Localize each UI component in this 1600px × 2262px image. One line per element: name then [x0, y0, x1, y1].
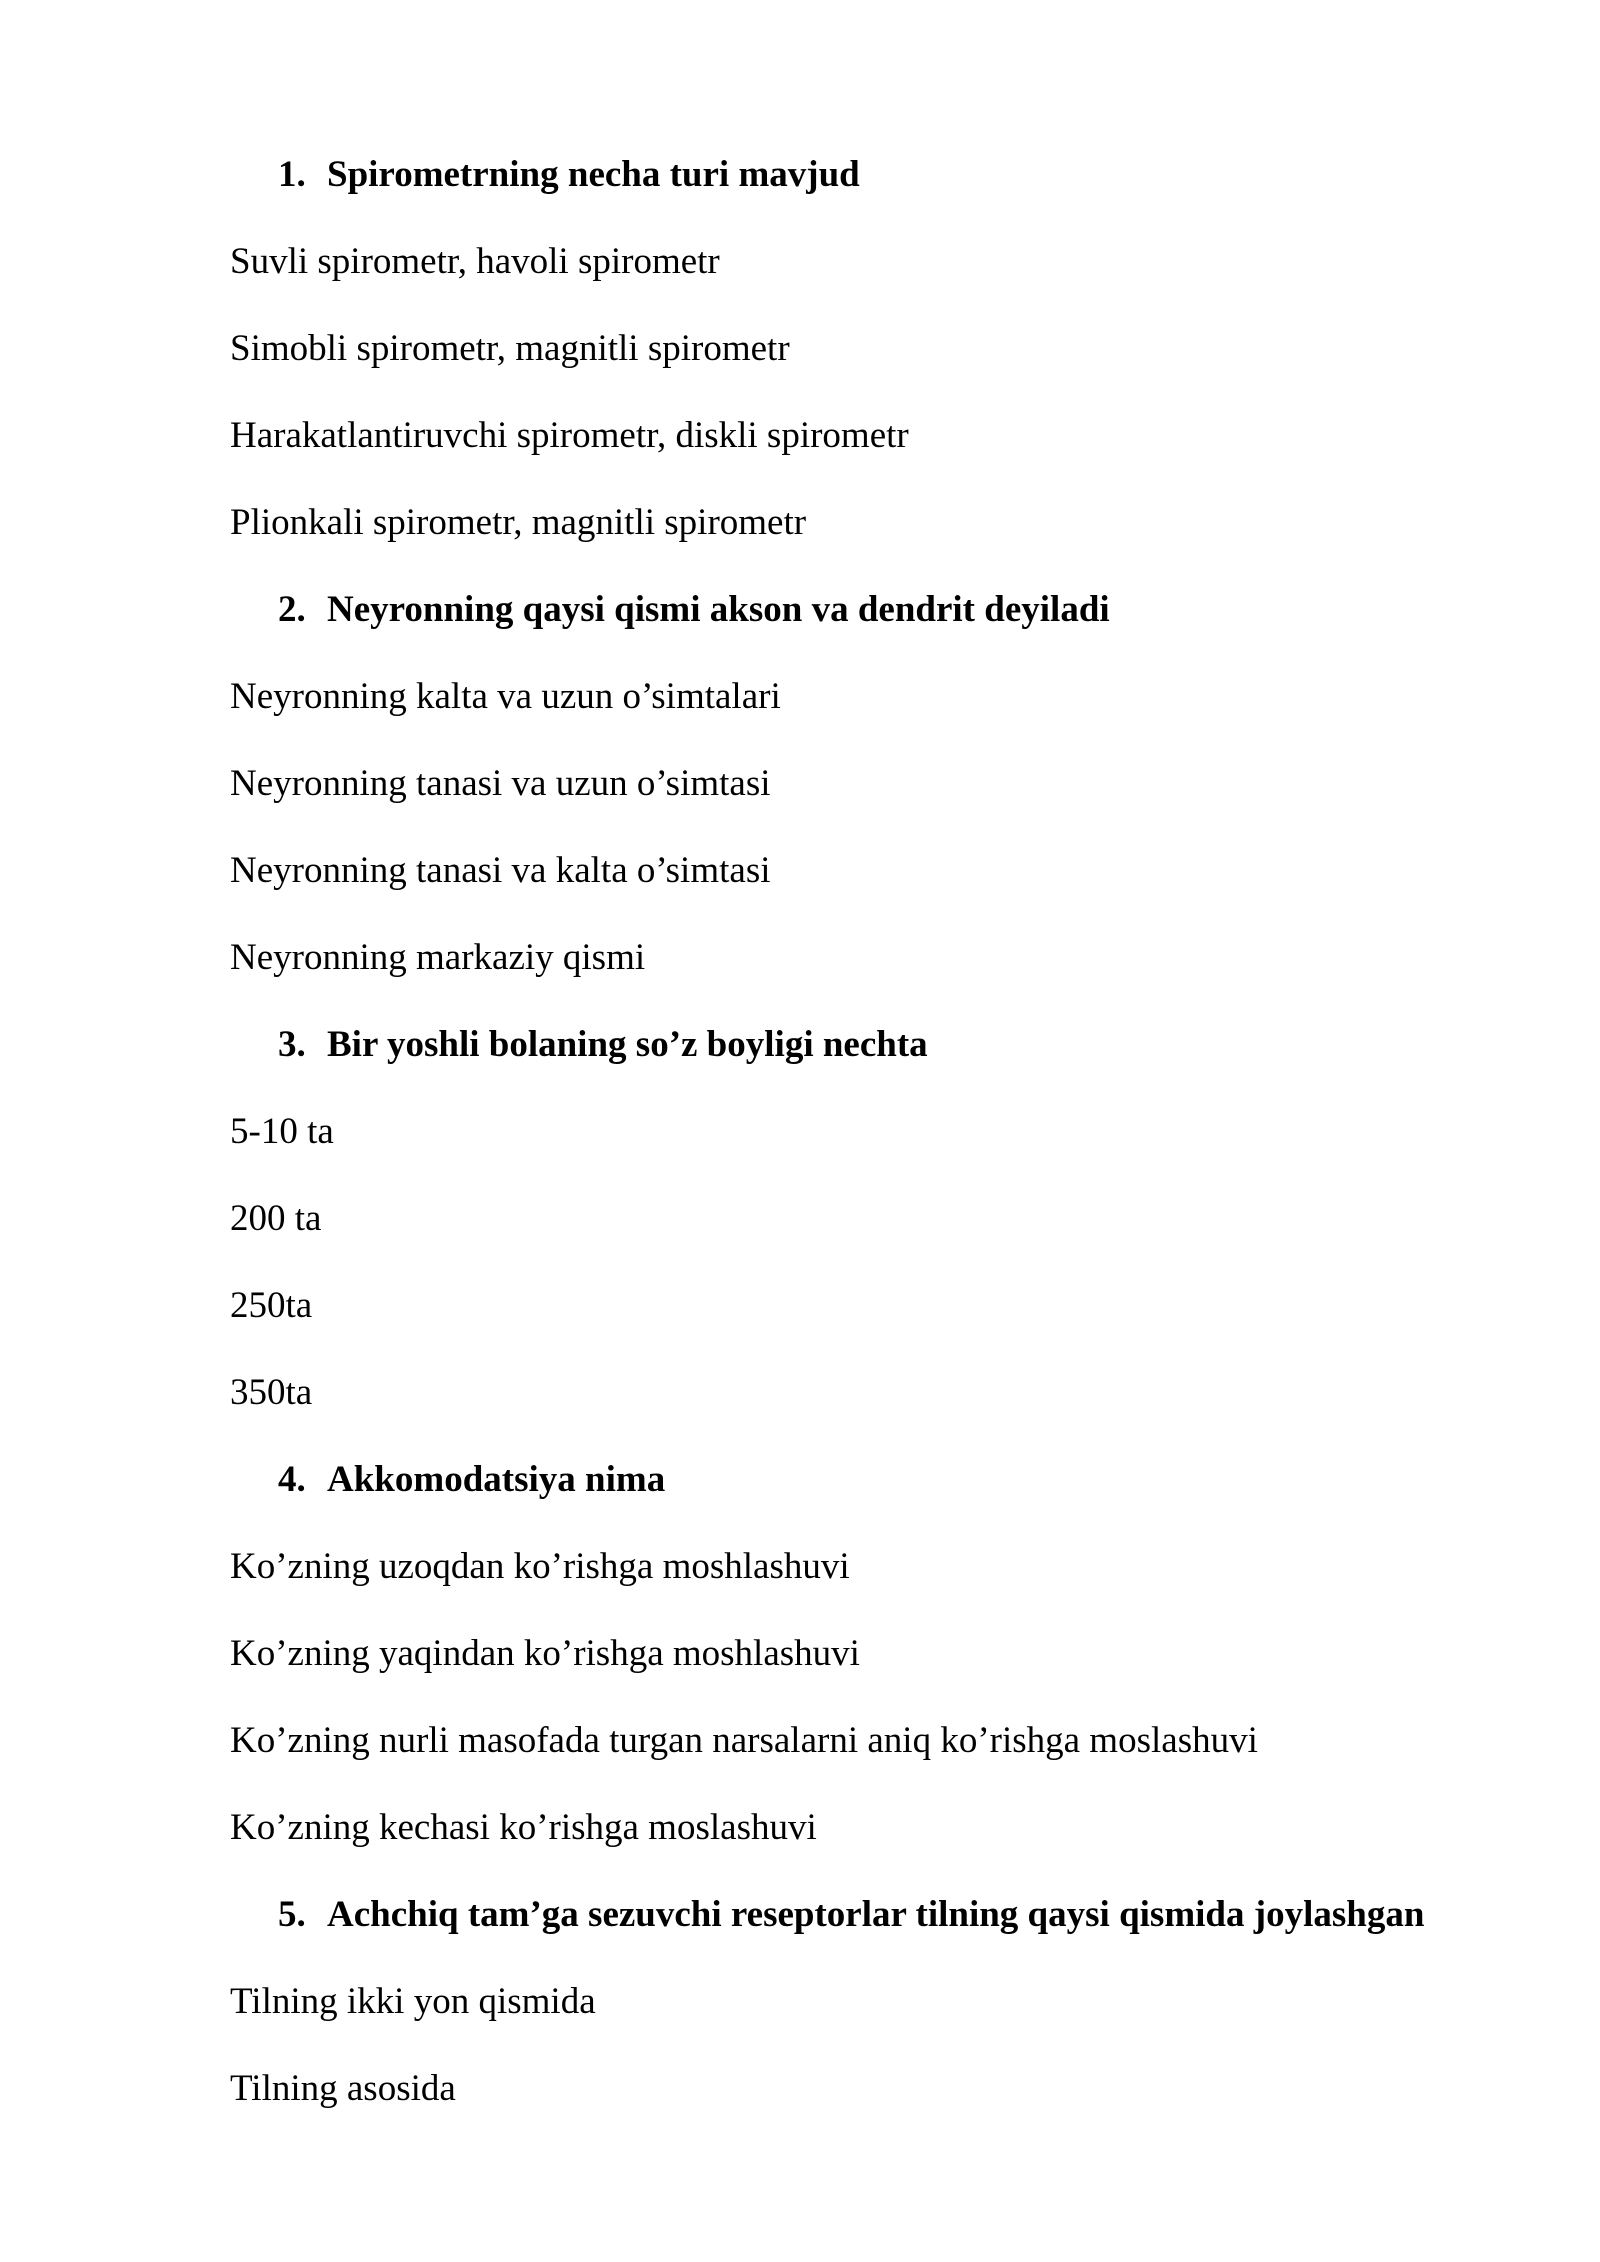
question-text: Spirometrning necha turi mavjud: [327, 154, 860, 195]
question-heading: [278, 1023, 928, 1067]
answer-option: Plionkali spirometr, magnitli spirometr: [230, 502, 807, 543]
answer-option: Simobli spirometr, magnitli spirometr: [230, 328, 790, 369]
question-text: Akkomodatsiya nima: [327, 1459, 666, 1500]
answer-option: Neyronning tanasi va kalta o’simtasi: [230, 850, 771, 891]
question-heading: [278, 1458, 665, 1502]
question-heading: [278, 153, 860, 197]
question-number: 1.: [278, 154, 306, 195]
answer-option: Ko’zning kechasi ko’rishga moslashuvi: [230, 1807, 817, 1848]
question-number: 5.: [278, 1894, 306, 1935]
question-text: Achchiq tam’ga sezuvchi reseptorlar tilning qaysi qismida joylashgan: [327, 1894, 1425, 1935]
answer-option: 5-10 ta: [230, 1111, 334, 1152]
answer-option: Suvli spirometr, havoli spirometr: [230, 241, 720, 282]
answer-option: 250ta: [230, 1285, 313, 1326]
answer-option: Ko’zning uzoqdan ko’rishga moshlashuvi: [230, 1546, 850, 1587]
answer-option: Tilning asosida: [230, 2068, 456, 2109]
question-heading: [278, 588, 1110, 632]
question-text: Bir yoshli bolaning so’z boyligi nechta: [327, 1024, 928, 1065]
question-heading: [278, 1893, 1424, 1937]
question-number: 3.: [278, 1024, 306, 1065]
question-number: 2.: [278, 589, 306, 630]
answer-option: Neyronning kalta va uzun o’simtalari: [230, 676, 781, 717]
answer-option: Ko’zning nurli masofada turgan narsalarni aniq ko’rishga moslashuvi: [230, 1720, 1258, 1761]
answer-option: 200 ta: [230, 1198, 322, 1239]
question-number: 4.: [278, 1459, 306, 1500]
answer-option: Ko’zning yaqindan ko’rishga moshlashuvi: [230, 1633, 860, 1674]
question-text: Neyronning qaysi qismi akson va dendrit deyiladi: [327, 589, 1110, 630]
answer-option: Harakatlantiruvchi spirometr, diskli spirometr: [230, 415, 909, 456]
answer-option: Neyronning tanasi va uzun o’simtasi: [230, 763, 771, 804]
answer-option: Neyronning markaziy qismi: [230, 937, 646, 978]
answer-option: Tilning ikki yon qismida: [230, 1981, 596, 2022]
answer-option: 350ta: [230, 1372, 313, 1413]
